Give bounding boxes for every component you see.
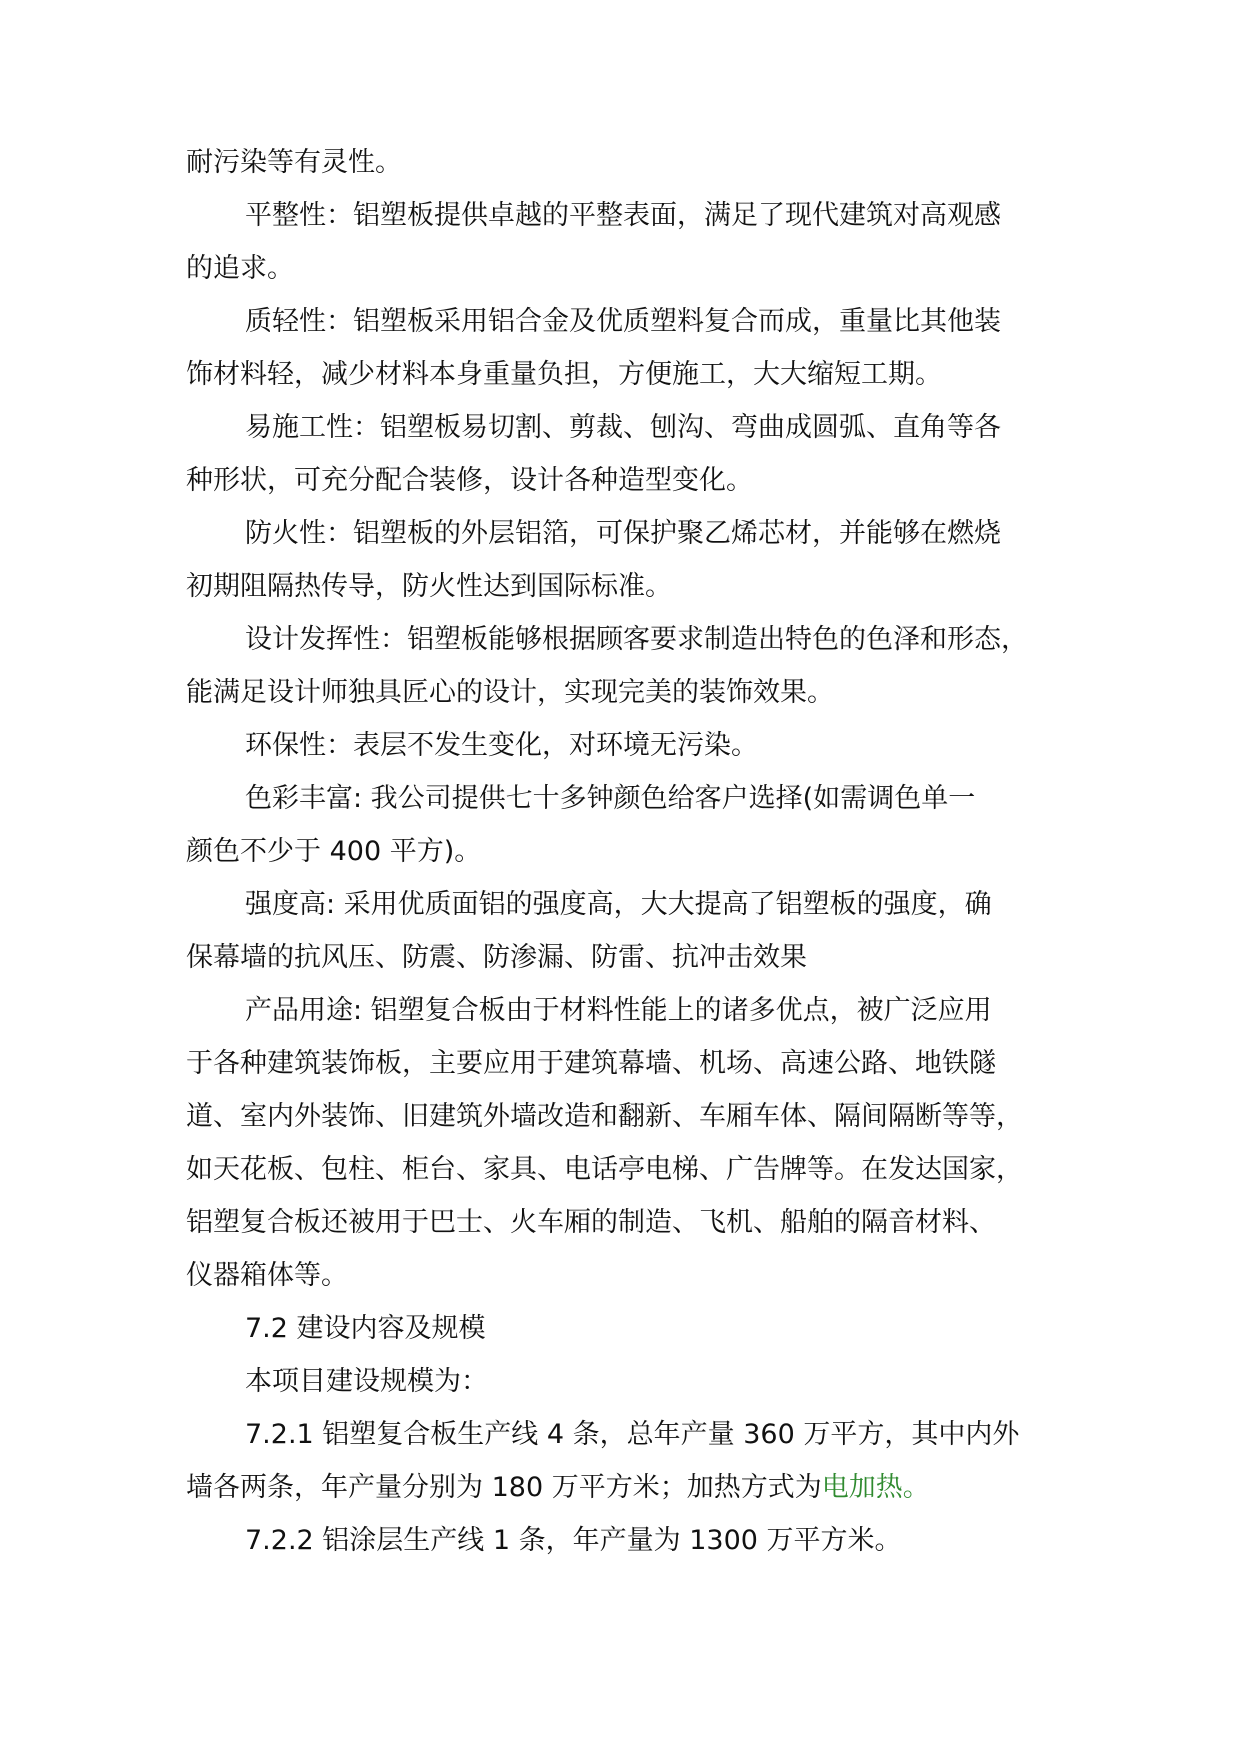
paragraph-line: 防火性：铝塑板的外层铝箔，可保护聚乙烯芯材，并能够在燃烧 <box>245 518 1001 549</box>
paragraph-line: 强度高: 采用优质面铝的强度高，大大提高了铝塑板的强度，确 <box>245 889 992 920</box>
paragraph-line: 7.2.2 铝涂层生产线 1 条，年产量为 1300 万平方米。 <box>245 1525 902 1556</box>
paragraph-line: 耐污染等有灵性。 <box>186 147 402 178</box>
paragraph-line: 种形状，可充分配合装修，设计各种造型变化。 <box>186 465 753 496</box>
section-heading: 7.2 建设内容及规模 <box>245 1313 486 1344</box>
paragraph-line: 产品用途: 铝塑复合板由于材料性能上的诸多优点，被广泛应用 <box>245 995 992 1026</box>
paragraph-line: 道、室内外装饰、旧建筑外墙改造和翻新、车厢车体、隔间隔断等等， <box>186 1101 1023 1132</box>
paragraph-line: 环保性：表层不发生变化，对环境无污染。 <box>245 730 758 761</box>
paragraph-line: 初期阻隔热传导，防火性达到国际标准。 <box>186 571 672 602</box>
paragraph-line <box>186 1461 1086 1514</box>
document-body <box>186 136 1086 1567</box>
paragraph-line: 饰材料轻，减少材料本身重量负担，方便施工，大大缩短工期。 <box>186 359 942 390</box>
paragraph-line: 保幕墙的抗风压、防震、防渗漏、防雷、抗冲击效果 <box>186 942 807 973</box>
paragraph-line: 的追求。 <box>186 253 294 284</box>
paragraph-line: 易施工性：铝塑板易切割、剪裁、刨沟、弯曲成圆弧、直角等各 <box>245 412 1001 443</box>
paragraph-line: 7.2.1 铝塑复合板生产线 4 条，总年产量 360 万平方，其中内外 <box>245 1419 1020 1450</box>
paragraph-line: 色彩丰富: 我公司提供七十多钟颜色给客户选择(如需调色单一 <box>245 783 976 814</box>
paragraph-line: 质轻性：铝塑板采用铝合金及优质塑料复合而成，重量比其他装 <box>245 306 1001 337</box>
paragraph-line: 颜色不少于 400 平方)。 <box>186 836 482 867</box>
paragraph-line: 仪器箱体等。 <box>186 1260 348 1291</box>
paragraph-line: 铝塑复合板还被用于巴士、火车厢的制造、飞机、船舶的隔音材料、 <box>186 1207 996 1238</box>
paragraph-line: 设计发挥性：铝塑板能够根据顾客要求制造出特色的色泽和形态， <box>245 624 1028 655</box>
paragraph-line: 能满足设计师独具匠心的设计，实现完美的装饰效果。 <box>186 677 834 708</box>
paragraph-line: 本项目建设规模为： <box>245 1366 488 1397</box>
paragraph-line: 于各种建筑装饰板，主要应用于建筑幕墙、机场、高速公路、地铁隧 <box>186 1048 996 1079</box>
paragraph-text: 墙各两条，年产量分别为 180 万平方米；加热方式为 <box>186 1472 822 1503</box>
paragraph-line: 平整性：铝塑板提供卓越的平整表面，满足了现代建筑对高观感 <box>245 200 1001 231</box>
highlighted-text: 电加热。 <box>821 1472 930 1503</box>
paragraph-line: 如天花板、包柱、柜台、家具、电话亭电梯、广告牌等。在发达国家， <box>186 1154 1023 1185</box>
